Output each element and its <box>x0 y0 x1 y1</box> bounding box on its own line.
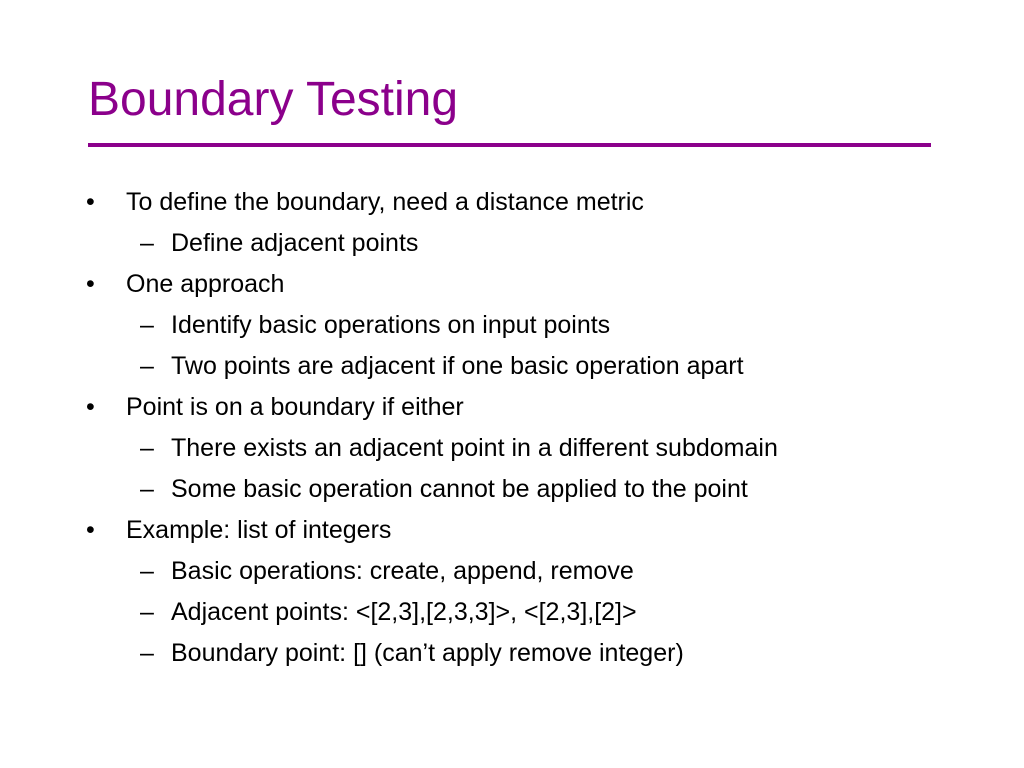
sub-bullet-marker: – <box>140 311 154 339</box>
sub-bullet-text: Some basic operation cannot be applied to the point <box>171 475 748 503</box>
sub-bullet-text: Identify basic operations on input points <box>171 311 611 339</box>
bullet-marker: • <box>86 393 95 421</box>
bullet-marker: • <box>86 188 95 216</box>
bullet-text: Example: list of integers <box>126 516 392 544</box>
sub-bullet-text: There exists an adjacent point in a different subdomain <box>171 434 778 462</box>
bullet-marker: • <box>86 270 95 298</box>
slide-title: Boundary Testing <box>88 73 459 126</box>
sub-bullet-marker: – <box>140 434 154 462</box>
sub-bullet-text: Adjacent points: <[2,3],[2,3,3]>, <[2,3],[2]> <box>171 598 637 626</box>
sub-bullet-text: Two points are adjacent if one basic operation apart <box>171 352 744 380</box>
sub-bullet-marker: – <box>140 639 154 667</box>
bullet-text: To define the boundary, need a distance metric <box>126 188 644 216</box>
sub-bullet-marker: – <box>140 557 154 585</box>
bullet-text: Point is on a boundary if either <box>126 393 464 421</box>
bullet-marker: • <box>86 516 95 544</box>
sub-bullet-marker: – <box>140 229 154 257</box>
sub-bullet-text: Basic operations: create, append, remove <box>171 557 634 585</box>
sub-bullet-marker: – <box>140 598 154 626</box>
sub-bullet-marker: – <box>140 475 154 503</box>
sub-bullet-text: Define adjacent points <box>171 229 419 257</box>
sub-bullet-marker: – <box>140 352 154 380</box>
bullet-text: One approach <box>126 270 285 298</box>
sub-bullet-text: Boundary point: [] (can’t apply remove integer) <box>171 639 684 667</box>
